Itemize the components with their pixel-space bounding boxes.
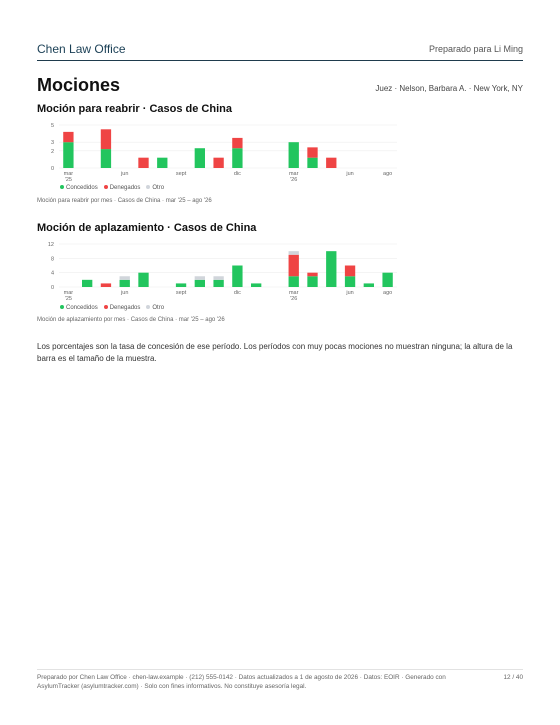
- legend-denied: Denegados: [104, 185, 141, 191]
- y-tick-label: 0: [50, 285, 54, 291]
- x-tick-label: dic: [233, 290, 241, 296]
- chart2-legend: [60, 305, 164, 311]
- chart1-svg: [37, 120, 523, 183]
- bar-denied: [289, 255, 299, 277]
- bar-granted: [289, 276, 299, 287]
- y-tick-label: 2: [50, 148, 54, 155]
- bar-granted: [307, 276, 317, 287]
- x-tick-label: jun: [346, 290, 354, 296]
- bar-denied: [101, 129, 111, 149]
- bar-other: [213, 276, 223, 280]
- bar-denied: [101, 283, 111, 287]
- prepared-for: Preparado para Li Ming: [428, 44, 523, 54]
- judge-meta: Juez · Nelson, Barbara A. · New York, NY: [375, 84, 523, 93]
- bar-granted: [364, 283, 374, 287]
- bar-granted: [138, 273, 148, 287]
- x-tick-label: jun: [346, 171, 354, 177]
- bar-granted: [251, 283, 261, 287]
- bar-denied: [326, 158, 336, 168]
- y-tick-label: 0: [50, 166, 54, 172]
- x-tick-label: '25: [64, 177, 72, 183]
- chart2-caption: Moción de aplazamiento por mes · Casos de China · mar '25 – ago '26: [37, 317, 225, 323]
- bar-granted: [213, 280, 223, 287]
- bar-denied: [213, 158, 223, 168]
- chart2-svg: [37, 239, 523, 302]
- bar-other: [289, 251, 299, 255]
- bar-granted: [63, 142, 73, 168]
- bar-denied: [138, 158, 148, 168]
- chart1-legend: [60, 185, 164, 191]
- bar-granted: [157, 158, 167, 168]
- chart2-title: Moción de aplazamiento · Casos de China: [37, 222, 257, 234]
- page-footer: [37, 669, 523, 691]
- bar-granted: [307, 158, 317, 168]
- x-tick-label: '25: [64, 296, 72, 302]
- x-tick-label: '26: [290, 177, 298, 183]
- bar-granted: [82, 280, 92, 287]
- y-tick-label: 12: [47, 242, 54, 248]
- bar-denied: [307, 147, 317, 157]
- bar-granted: [120, 280, 130, 287]
- legend-granted: Concedidos: [60, 305, 98, 311]
- legend-other: Otro: [146, 305, 164, 311]
- bar-denied: [345, 266, 355, 277]
- footer-text: Preparado por Chen Law Office · chen-law.example · (212) 555-0142 · Datos actualizados a 1 de agosto de 2026 · Datos: EOIR · Generado con AsylumTracker (asylumtracker.com) · Solo con fines informativos. No constituye asesoría legal.: [37, 674, 446, 690]
- title-row: [37, 75, 523, 96]
- x-tick-label: '26: [290, 296, 298, 302]
- bar-granted: [195, 148, 205, 168]
- x-tick-label: ago: [383, 171, 393, 177]
- y-tick-label: 8: [50, 256, 54, 263]
- legend-granted: Concedidos: [60, 185, 98, 191]
- bar-denied: [63, 132, 73, 142]
- x-tick-label: jun: [121, 290, 129, 296]
- x-tick-label: mar: [63, 171, 74, 177]
- bar-granted: [326, 251, 336, 287]
- x-tick-label: sept: [175, 171, 187, 177]
- legend-other: Otro: [146, 185, 164, 191]
- bar-granted: [195, 280, 205, 287]
- bar-granted: [176, 283, 186, 287]
- x-tick-label: jun: [121, 171, 129, 177]
- bar-denied: [307, 273, 317, 277]
- bar-granted: [289, 142, 299, 168]
- x-tick-label: mar: [288, 171, 299, 177]
- y-tick-label: 5: [50, 123, 54, 129]
- bar-granted: [232, 266, 242, 288]
- x-tick-label: mar: [288, 290, 299, 296]
- chart1-title: Moción para reabrir · Casos de China: [37, 103, 232, 115]
- bar-denied: [232, 138, 242, 148]
- bar-granted: [232, 148, 242, 168]
- x-tick-label: mar: [63, 290, 74, 296]
- x-tick-label: dic: [233, 171, 241, 177]
- bar-other: [120, 276, 130, 280]
- legend-denied: Denegados: [104, 305, 141, 311]
- x-tick-label: ago: [383, 290, 393, 296]
- explanatory-note: Los porcentajes son la tasa de concesión de ese período. Los períodos con muy pocas mociones no muestran ninguna; la altura de la barra es el tamaño de la muestra.: [37, 342, 513, 363]
- y-tick-label: 3: [50, 140, 54, 147]
- bar-granted: [345, 276, 355, 287]
- page-header: [37, 38, 523, 61]
- bar-other: [195, 276, 205, 280]
- chart1-caption: Moción para reabrir por mes · Casos de China · mar '25 – ago '26: [37, 198, 212, 204]
- brand-name: Chen Law Office: [37, 42, 126, 56]
- page-title: Mociones: [37, 75, 121, 95]
- x-tick-label: sept: [175, 290, 187, 296]
- y-tick-label: 4: [50, 270, 54, 277]
- bar-granted: [382, 273, 392, 287]
- page-number: 12 / 40: [503, 674, 523, 681]
- bar-granted: [101, 149, 111, 168]
